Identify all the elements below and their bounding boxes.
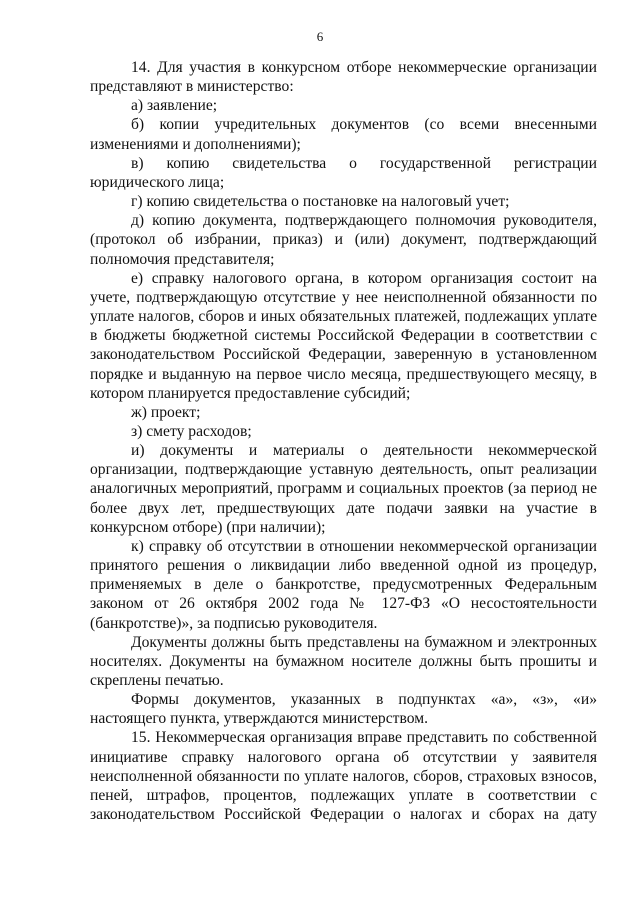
paragraph-subitem-e: е) справку налогового органа, в котором организация состоит на учете, подтверждающую отсутствие у нее неисполненной обязанности по уплате налогов, сборов и иных обязательных платежей, подлежащих уплате в бюджеты бюджетной системы Российской Федерации в соответствии с законодательством Российской Федерации, заверенную в установленном порядке и выданную на первое число месяца, предшествующего месяцу, в котором планируется предоставление субсидий; — [90, 269, 597, 402]
paragraph-item-15: 15. Некоммерческая организация вправе представить по собственной инициативе справку налогового органа об отсутствии у заявителя неисполненной обязанности по уплате налогов, сборов, страховых взносов, пеней, штрафов, процентов, подлежащих уплате в соответствии с законодательством Российской Федерации о налогах и сборах на дату — [90, 729, 597, 824]
page-number: 6 — [316, 29, 324, 44]
paragraph-subitem-a: а) заявление; — [131, 97, 218, 115]
paragraph-item-14: 14. Для участия в конкурсном отборе некоммерческие организации представляют в министерство: — [90, 59, 597, 96]
paragraph-subitem-g: г) копию свидетельства о постановке на налоговый учет; — [131, 193, 510, 211]
paragraph-subitem-i: и) документы и материалы о деятельности некоммерческой организации, подтверждающие уставную деятельность, опыт реализации аналогичных мероприятий, программ и социальных проектов (за период не более двух лет, предшествующих дате подачи заявки на участие в конкурсном отборе) (при наличии); — [90, 442, 597, 536]
paragraph-document-forms: Формы документов, указанных в подпунктах «а», «з», «и» настоящего пункта, утверждаются министерством. — [90, 691, 597, 728]
paragraph-subitem-d: д) копию документа, подтверждающего полномочия руководителя, (протокол об избрании, приказ) и (или) документ, подтверждающий полномочия представителя; — [90, 212, 597, 268]
paragraph-subitem-zh: ж) проект; — [131, 403, 201, 421]
paragraph-subitem-v: в) копию свидетельства о государственной регистрации юридического лица; — [90, 154, 597, 191]
paragraph-subitem-b: б) копии учредительных документов (со всеми внесенными изменениями и дополнениями); — [90, 116, 597, 153]
document-body — [90, 58, 597, 824]
paragraph-documents-carriers: Документы должны быть представлены на бумажном и электронных носителях. Документы на бумажном носителе должны быть прошиты и скреплены печатью. — [90, 633, 597, 689]
paragraph-subitem-z: з) смету расходов; — [131, 422, 252, 440]
paragraph-subitem-k: к) справку об отсутствии в отношении некоммерческой организации принятого решения о ликвидации либо введенной одной из процедур, применяемых в деле о банкротстве, предусмотренных Федеральным законом от 26 октября 2002 года № 127-ФЗ «О несостоятельности (банкротстве)», за подписью руководителя. — [90, 537, 597, 632]
